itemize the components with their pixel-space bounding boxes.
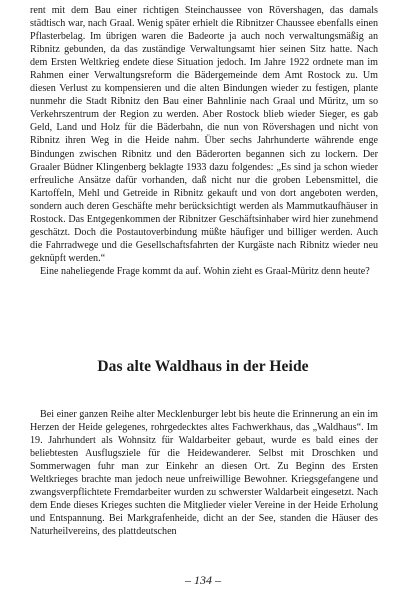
paragraph: Eine naheliegende Frage kommt da auf. Wohin zieht es Graal-Müritz denn heute?: [40, 265, 370, 277]
body-text-bottom: [30, 408, 378, 538]
body-text-top: [30, 4, 378, 278]
paragraph: Bei einer ganzen Reihe alter Mecklenburger lebt bis heute die Erinnerung an ein im Herzen der Heide gelegenes, rohrgedecktes altes Fachwerkhaus, das „Waldhaus“. Im 19. Jahrhundert als Wohnsitz für Waldarbeiter gebaut, wurde es bald eines der beliebtesten Ausflugsziele für die Heidewanderer. Selbst mit Droschken und Sommerwagen fuhr man zur Einkehr an diesen Ort. Zu Beginn des Ersten Weltkrieges brachte man jedoch neue unfreiwillige Bewohner. Kriegsgefangene und zwangsverpflichtete Fremdarbeiter wurden zu schwerster Waldarbeit eingesetzt. Nach dem Ende dieses Krieges suchten die Mitglieder vieler Vereine in der Heide Erholung und Entspannung. Bei Markgrafenheide, dicht an der See, standen die Häuser des Naturheilvereins, des plattdeutschen: [30, 409, 378, 538]
paragraph: rent mit dem Bau einer richtigen Steinchaussee von Rövershagen, das damals städtisch war, nach Graal. Wenig später erhielt die Ribnitzer Chaussee ebenfalls einen Pflasterbelag. Im übrigen waren die Badeorte ja auch noch verwaltungsmäßig an Ribnitz gebunden, da das zuständige Verwaltungsamt hier seinen Sitz hatte. Nach dem Ersten Weltkrieg endete diese Situation jedoch. Im Jahre 1922 ordnete man im Rahmen einer Verwaltungsreform die Bädergemeinde dem Amt Rostock zu. Um diesen Verlust zu kompensieren und die alten Bindungen wieder zu festigen, plante nunmehr die Stadt Ribnitz den Bau einer Bahnlinie nach Graal und Müritz, um so Verkehrszentrum der Region zu werden. Aber Rostock blieb wieder Sieger, es gab Geld, Land und Holz für die Bäderbahn, die nun von Rövershagen und nicht von Ribnitz ihren Weg in die Heide nahm. Über sechs Jahrhunderte währende enge Bindungen zwischen Ribnitz und den Bäderorten begannen sich zu lockern. Der Graaler Büdner Klingenberg beklagte 1933 dazu folgendes: „Es sind ja schon wieder erfreuliche Ansätze dafür vorhanden, daß nicht nur die groben Lebensmittel, die Kartoffeln, Mehl und Getreide in Ribnitz gekauft und von dort angeboten werden, sondern auch deren Geschäfte mehr berücksichtigt werden als Mammutkaufhäuser in Rostock. Das Entgegenkommen der Ribnitzer Geschäftsinhaber wird hier zunehmend geschätzt. Doch die Postautoverbindung müßte häufiger und billiger werden. Auch die Fahrradwege und die Gesellschaftsfahrten der Kurgäste nach Ribnitz wieder neu geknüpft werden.“: [30, 5, 378, 264]
page-number: – 134 –: [185, 573, 221, 587]
section-heading: Das alte Waldhaus in der Heide: [97, 358, 309, 375]
